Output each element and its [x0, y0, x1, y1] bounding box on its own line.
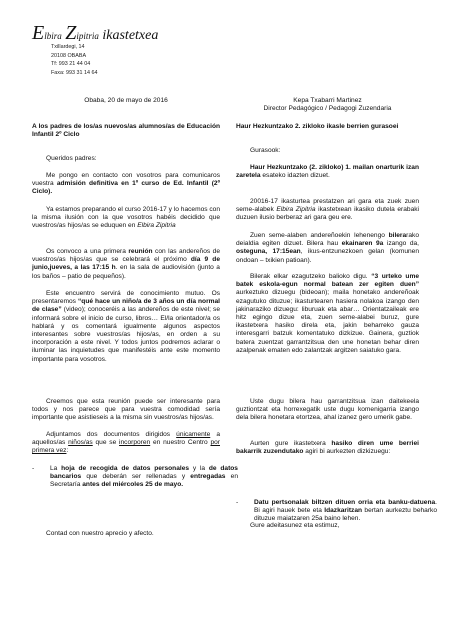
signatory-name: Kepa Txabarri Martinez [293, 97, 362, 104]
recipient-es: A los padres de los/as nuevos/as alumnos/as de Educación Infantil 2º Ciclo [32, 123, 220, 139]
letter-date: Obaba, 20 de mayo de 2016 [84, 97, 168, 104]
paragraph-course-eu: 20016-17 ikasturtea prestatzen ari gara eta zuek zuen seme-alabek Elbira Zipitria ikastetxean ikasiko dutela erabaki duzuen ilusio berberaz ari gara geu ere. [236, 198, 419, 222]
salutation-es: Queridos padres: [46, 155, 97, 162]
paragraph-documents-eu: Aurten gure ikastetxera hasiko diren ume berriei bakarrik zuzendutako agiri bi aurkezten dizkizuegu: [236, 440, 419, 456]
paragraph-admission-eu: Haur Hezkuntzako (2. zikloko) 1. mailan onarturik izan zaretela esateko idazten dizuet. [236, 164, 419, 180]
logo-ikastetxea: ikastetxea [102, 28, 159, 43]
paragraph-documents-es: Adjuntamos dos documentos dirigidos únicamente a aquellos/as niños/as que se incorporen en nuestro Centro por primera vez: [32, 431, 220, 455]
logo-letter-e: E [32, 22, 45, 44]
paragraph-encounter-es: Este encuentro servirá de conocimiento mutuo. Os presentaremos “qué hace un niño/a de 3 años un día normal de clase” (video); conoceréis a las andereños de este nivel; se informará sobre el inicio de curso, libros… El/la orientador/a os hablará y os comentará igualmente algunos aspectos interesantes sobre vuestros/as hijos/as, en orden a su incorporación a este nivel. Y todos juntos podremos aclarar o iluminar las inquietudes que manifestéis ante este momento importante para vosotros. [32, 290, 221, 363]
signatory-role: Director Pedagógico / Pedagogi Zuzendaria [263, 105, 392, 113]
logo-ipitria: ipitria [76, 31, 99, 41]
salutation-eu: Gurasook: [250, 147, 281, 154]
logo-letter-z: Z [65, 22, 77, 44]
school-address [51, 43, 97, 77]
logo-lbira: lbira [44, 31, 62, 41]
paragraph-meeting-eu: Zuen seme-alaben andereñoekin lehenengo bilerarako deialdia egiten dizuet. Bilera hau ekainaren 9a izango da, osteguna, 17:15ean, ikus-entzunezkoen gelan (komunen ondoan – txikien patioan). [236, 232, 420, 264]
bullet-forms-eu: - Datu pertsonalak biltzen dituen orria eta banku-datuena. Bi agiri hauek bete eta Idazkaritzan bertan aurkeztu beharko dituzue maiatzaren 25a baino lehen. [236, 498, 438, 523]
closing-eu: Gure adeitasunez eta estimuz, [250, 522, 340, 529]
recipient-eu: Haur Hezkuntzako 2. zikloko ikasle berrien gurasoei [236, 123, 399, 130]
paragraph-encounter-eu: Bilerak elkar ezagutzeko balioko digu. “3 urteko ume batek eskola-egun normal batean zer egiten duen” aurkeztuko dizuegu (bideoan); maila honetako andereñoak ezagutuko dituzue; ikasturtearen hasiera nolakoa izango den jakinaraziko dizuegu: liburuak eta abar… Orientatzaileak ere hitz egingo dizue eta, zuen seme-alabei buruz, gure ikastetxera hasiko direla eta, jakin beharreko gauza interesgarri batzuk komentatuko dizkizue. Gainera, guztiok batera zuentzat garrantzitsua den une honetan behar diren azalpenak ematen edo zalantzak argitzen saiatuko gara. [236, 273, 419, 354]
school-logo [32, 22, 158, 45]
address-phone: Tf: 993 21 44 04 [51, 61, 91, 68]
paragraph-attendance-es: Creemos que esta reunión puede ser interesante para todos y nos parece que para vuestra comodidad sería importante que asistieseis a la misma sin vuestros/as hijos/as. [32, 398, 220, 422]
address-city: 20108 OBABA [51, 52, 87, 59]
paragraph-meeting-es: Os convoco a una primera reunión con las andereños de vuestros/as hijos/as que se celebrará el próximo día 9 de junio,jueves, a las 17:15 h. en la sala de audiovisión (junto a los baños – patio de pequeños). [32, 248, 220, 280]
paragraph-course-es: Ya estamos preparando el curso 2016-17 y lo hacemos con la misma ilusión con la que vosotros habéis decidido que vuestros/as hijos/as se eduquen en Elbira Zipitria [32, 206, 220, 230]
bullet-forms-es: - La hoja de recogida de datos personales y la de datos bancarios que deberán ser rellenadas y entregadas en Secretaría antes del miércoles 25 de mayo. [32, 465, 238, 489]
paragraph-admission-es: Me pongo en contacto con vosotros para comunicaros vuestra admisión definitiva en 1º curso de Ed. Infantil (2º Ciclo). [32, 172, 220, 196]
address-fax: Faxa: 993 31 14 64 [51, 69, 98, 76]
paragraph-attendance-eu: Uste dugu bilera hau garrantzitsua izan daitekeela guztiontzat eta horrexegatik uste dugu komenigarria izango dela bilera honetara etortzea, ahal izanez gero umerik gabe. [236, 398, 419, 422]
signatory [236, 97, 419, 113]
closing-es: Contad con nuestro aprecio y afecto. [46, 530, 154, 537]
address-street: Txillardegi, 14 [51, 44, 85, 50]
